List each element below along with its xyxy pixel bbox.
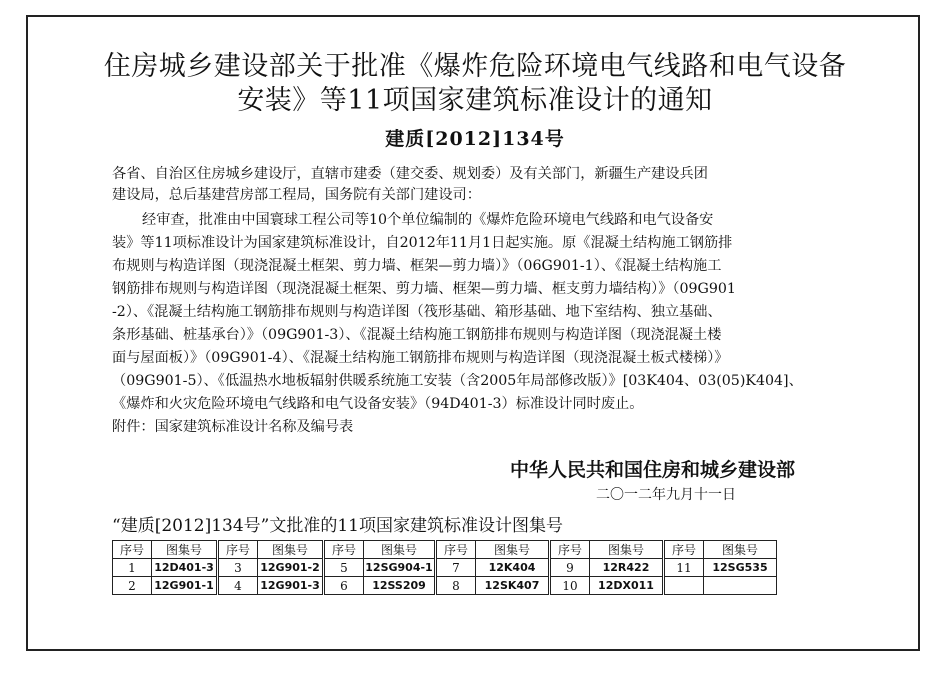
document-number: 建质[2012]134号 xyxy=(385,128,565,150)
table-row xyxy=(113,577,777,595)
cell-code: 12SG904-1 xyxy=(364,559,436,577)
body-line: 面与屋面板）》（09G901-4）、《混凝土结构施工钢筋排布规则与构造详图（现浇混凝土板式楼梯）》 xyxy=(112,350,729,366)
cell-no: 7 xyxy=(436,559,476,577)
table-row xyxy=(113,559,777,577)
body-line: 建设局，总后基建营房部工程局，国务院有关部门建设司： xyxy=(112,187,481,203)
cell-no: 9 xyxy=(550,559,590,577)
attachment-line: 附件：国家建筑标准设计名称及编号表 xyxy=(112,419,354,435)
cell-code: 12R422 xyxy=(590,559,664,577)
cell-no: 1 xyxy=(113,559,152,577)
cell-no: 8 xyxy=(436,577,476,595)
cell-code: 12SK407 xyxy=(476,577,550,595)
header-code: 图集号 xyxy=(704,541,777,559)
cell-no: 6 xyxy=(324,577,364,595)
cell-code xyxy=(704,577,777,595)
body-line: 钢筋排布规则与构造详图（现浇混凝土框架、剪力墙、框架—剪力墙、框支剪力墙结构）》（09G901 xyxy=(112,281,736,297)
notice-title-line-1: 住房城乡建设部关于批准《爆炸危险环境电气线路和电气设备 xyxy=(103,51,847,82)
header-code: 图集号 xyxy=(476,541,550,559)
cell-no: 10 xyxy=(550,577,590,595)
cell-code: 12SS209 xyxy=(364,577,436,595)
cell-no: 5 xyxy=(324,559,364,577)
cell-code: 12G901-1 xyxy=(152,577,218,595)
body-line: 布规则与构造详图（现浇混凝土框架、剪力墙、框架—剪力墙）》（06G901-1）、《混凝土结构施工 xyxy=(112,258,722,274)
cell-code: 12DX011 xyxy=(590,577,664,595)
cell-no: 4 xyxy=(218,577,258,595)
body-line: 装》等11项标准设计为国家建筑标准设计，自2012年11月1日起实施。原《混凝土结构施工钢筋排 xyxy=(112,235,733,251)
cell-code: 12G901-3 xyxy=(258,577,324,595)
table-header-row xyxy=(113,541,777,559)
cell-no: 11 xyxy=(664,559,704,577)
body-line: 《爆炸和火灾危险环境电气线路和电气设备安装》（94D401-3）标准设计同时废止。 xyxy=(112,396,644,412)
signature-date: 二〇一二年九月十一日 xyxy=(596,487,736,503)
cell-no xyxy=(664,577,704,595)
header-code: 图集号 xyxy=(258,541,324,559)
cell-no: 3 xyxy=(218,559,258,577)
header-code: 图集号 xyxy=(364,541,436,559)
body-line: （09G901-5）、《低温热水地板辐射供暖系统施工安装（含2005年局部修改版）》[03K404、03(05)K404]、 xyxy=(112,373,803,389)
header-no: 序号 xyxy=(324,541,364,559)
header-no: 序号 xyxy=(113,541,152,559)
table-title: “建质[2012]134号”文批准的11项国家建筑标准设计图集号 xyxy=(112,516,563,536)
header-no: 序号 xyxy=(550,541,590,559)
signature-organization: 中华人民共和国住房和城乡建设部 xyxy=(510,459,796,481)
header-no: 序号 xyxy=(218,541,258,559)
cell-code: 12D401-3 xyxy=(152,559,218,577)
header-no: 序号 xyxy=(436,541,476,559)
header-code: 图集号 xyxy=(152,541,218,559)
cell-code: 12G901-2 xyxy=(258,559,324,577)
header-code: 图集号 xyxy=(590,541,664,559)
body-line: 经审查，批准由中国寰球工程公司等10个单位编制的《爆炸危险环境电气线路和电气设备安 xyxy=(142,212,714,228)
cell-code: 12K404 xyxy=(476,559,550,577)
body-line: 各省、自治区住房城乡建设厅，直辖市建委（建交委、规划委）及有关部门，新疆生产建设兵团 xyxy=(112,166,708,182)
cell-code: 12SG535 xyxy=(704,559,777,577)
header-no: 序号 xyxy=(664,541,704,559)
notice-title-line-2: 安装》等11项国家建筑标准设计的通知 xyxy=(237,85,713,116)
catalog-table xyxy=(112,540,777,595)
body-line: -2）、《混凝土结构施工钢筋排布规则与构造详图（筏形基础、箱形基础、地下室结构、独立基础、 xyxy=(112,304,722,320)
cell-no: 2 xyxy=(113,577,152,595)
body-line: 条形基础、桩基承台）》（09G901-3）、《混凝土结构施工钢筋排布规则与构造详图（现浇混凝土楼 xyxy=(112,327,722,343)
